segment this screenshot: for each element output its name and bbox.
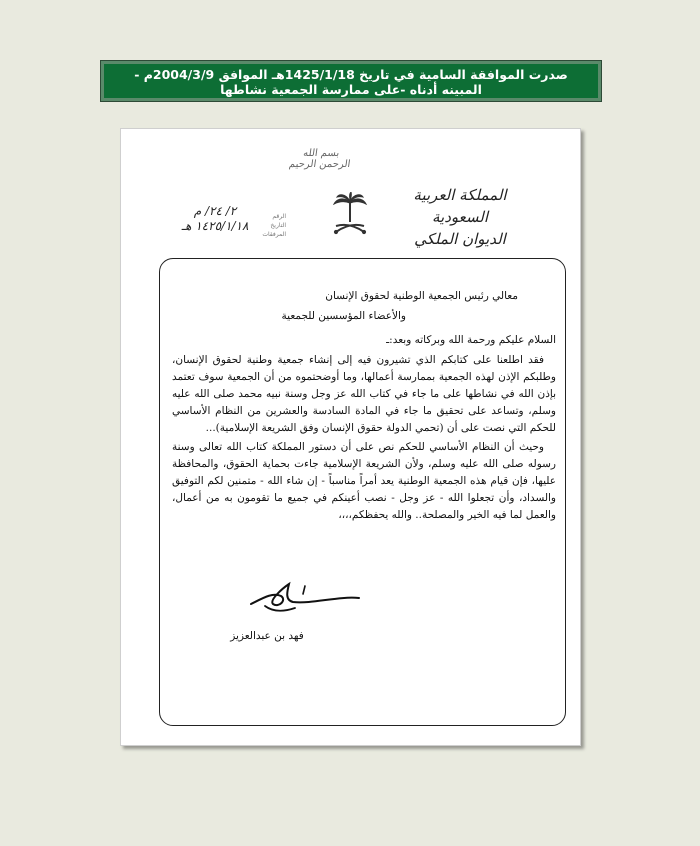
ref-number-label: الرقم [272, 213, 286, 220]
letter-body [172, 286, 556, 526]
ref-date-label: التاريخ [270, 222, 286, 229]
recipient-line: معالي رئيس الجمعية الوطنية لحقوق الإنسان [325, 290, 518, 302]
letterhead-kingdom [405, 184, 515, 250]
recipient-members-line: والأعضاء المؤسسين للجمعية [281, 310, 406, 322]
reference-values [172, 204, 258, 234]
paragraph-2: وحيث أن النظام الأساسي للحكم نص على أن دستور المملكة كتاب الله تعالى وسنة رسوله صلى الله عليه وسلم، ولأن الشريعة الإسلامية جاءت بحماية الحقوق، والمحافظة عليها، فإن قيام هذه الجمعية الوطنية يعد أمراً مناسباً - إن شاء الله - متمنين لكم التوفيق والسداد، وأن تجعلوا الله - عز وجل - نصب أعينكم في جميع ما تقومون به من أعمال، والعمل لما فيه الخير والمصلحة.. والله يحفظكم،،،، [172, 441, 556, 521]
kingdom-title: المملكة العربية السعودية [413, 186, 507, 226]
ref-number: ٢/ ٢٤/ م [193, 204, 237, 218]
ref-attachments-label: المرفقات [262, 231, 286, 238]
signature-icon [243, 578, 363, 618]
royal-court-title: الديوان الملكي [414, 230, 506, 248]
basmala: بسم الله الرحمن الرحيم [288, 148, 352, 170]
reference-labels [262, 212, 286, 239]
paragraph-1: فقد اطلعنا على كتابكم الذي تشيرون فيه إلى إنشاء جمعية وطنية لحقوق الإنسان، وطلبكم الإذن لهذه الجمعية بممارسة أعمالها، وما أوضحتموه من أن الجمعية سوف تعتمد بإذن الله في نشاطها على ما جاء في كتاب الله عز وجل وسنة نبيه محمد صلى الله عليه وسلم، وتساعد على تحقيق ما جاء في المادة السادسة والعشرين من النظام الأساسي للحكم التي نصت على أن (تحمي الدولة حقوق الإنسان وفق الشريعة الإسلامية)... [172, 354, 556, 434]
approval-banner [101, 61, 601, 101]
signer-name: فهد بن عبدالعزيز [230, 630, 304, 642]
ref-date: ١٤٢٥/١/١٨ هـ [181, 219, 249, 233]
banner-text: صدرت الموافقة السامية في تاريخ 1425/1/18هـ الموافق 2004/3/9م - المبينه أدناه -على ممارسة الجمعية نشاطها [134, 67, 568, 97]
greeting: السلام عليكم ورحمة الله وبركاته وبعد:ـ [386, 334, 556, 346]
saudi-emblem-icon [330, 192, 370, 238]
